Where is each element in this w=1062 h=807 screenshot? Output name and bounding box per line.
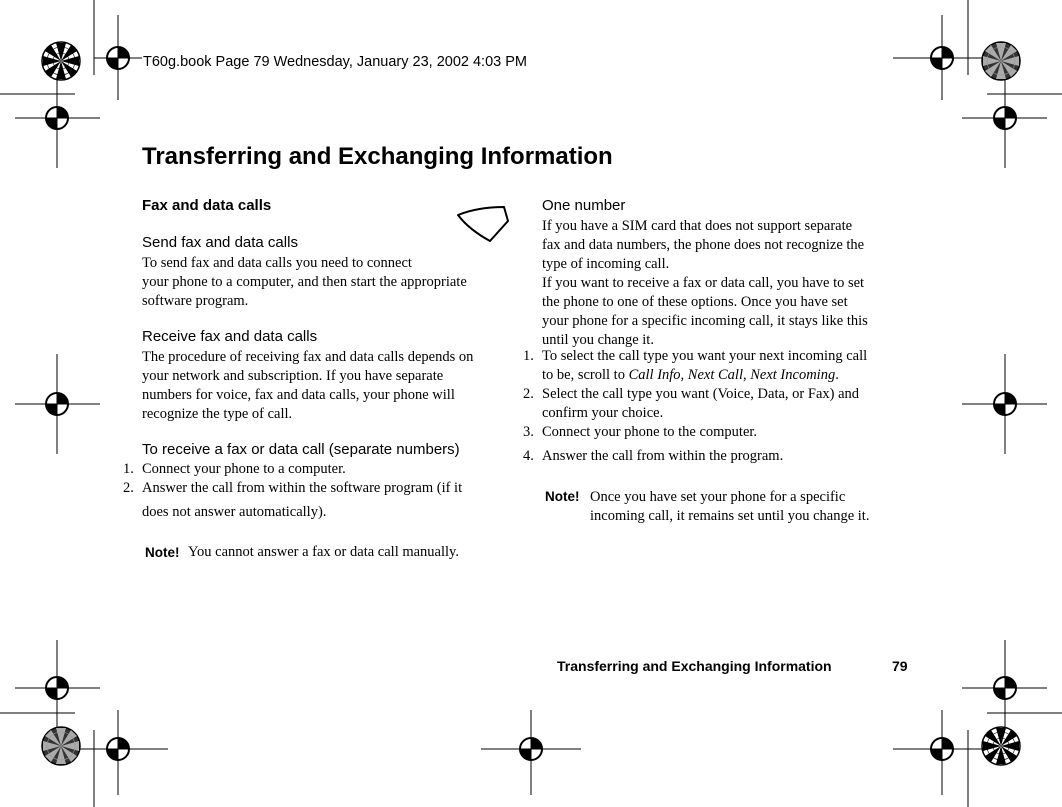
menu-option-next-incoming: Next Incoming <box>750 367 836 383</box>
receive-heading: Receive fax and data calls <box>142 328 318 345</box>
left-note-text: You cannot answer a fax or data call manually. <box>188 544 459 560</box>
right-step-1-text <box>542 347 867 385</box>
para1-line-1: If you have a SIM card that does not support separate <box>542 218 853 234</box>
receive-text <box>142 348 473 424</box>
right-step-4-text <box>542 447 783 466</box>
para1-line-2: fax and data numbers, the phone does not recognize the <box>542 237 865 253</box>
right-step-1-separator: , <box>742 367 751 383</box>
para2-line-2: the phone to one of these options. Once you have set <box>542 294 848 310</box>
left-step-2-line-1: Answer the call from within the software program (if it <box>142 480 463 496</box>
phone-data-icon <box>455 205 511 245</box>
receive-line-4: recognize the type of call. <box>142 406 293 422</box>
right-note-text <box>590 488 869 526</box>
right-step-3-text <box>542 423 757 442</box>
right-step-2-text <box>542 385 859 423</box>
send-line-3: software program. <box>142 293 249 309</box>
page-title: Transferring and Exchanging Information <box>142 143 613 170</box>
left-step-1-text <box>142 460 346 479</box>
para1-line-3: type of incoming call. <box>542 256 670 272</box>
para2-line-4: until you change it. <box>542 332 654 348</box>
right-step-4-line-1: Answer the call from within the program. <box>542 448 784 464</box>
para2-line-3: your phone for a specific incoming call, it stays like this <box>542 313 868 329</box>
left-step-2-text <box>142 479 462 498</box>
right-step-2-line-1: Select the call type you want (Voice, Data, or Fax) and <box>542 386 860 402</box>
right-step-3-number: 3. <box>523 424 534 440</box>
send-line-1: To send fax and data calls you need to connect <box>142 255 412 271</box>
send-line-2: your phone to a computer, and then start the appropriate <box>142 274 467 290</box>
left-note-label: Note! <box>145 545 180 560</box>
right-step-1-line-2 <box>542 366 867 385</box>
one-number-heading: One number <box>542 197 626 214</box>
footer-title: Transferring and Exchanging Information <box>557 658 832 674</box>
left-step-1-number: 1. <box>123 461 134 477</box>
section-title-fax-data: Fax and data calls <box>142 197 272 214</box>
right-step-1-prefix: to be, scroll to <box>542 367 629 383</box>
left-step-2-number: 2. <box>123 480 134 496</box>
right-note-line-1: Once you have set your phone for a specific <box>590 489 846 505</box>
right-step-4-number: 4. <box>523 448 534 464</box>
receive-line-1: The procedure of receiving fax and data calls depends on <box>142 349 474 365</box>
para2-line-1: If you want to receive a fax or data call, you have to set <box>542 275 865 291</box>
right-note-label: Note! <box>545 489 580 504</box>
receive-line-2: your network and subscription. If you have separate <box>142 368 444 384</box>
send-text <box>142 254 467 311</box>
left-step-1-line-1: Connect your phone to a computer. <box>142 461 346 477</box>
page-number: 79 <box>892 658 908 674</box>
right-step-1-number: 1. <box>523 348 534 364</box>
send-heading: Send fax and data calls <box>142 234 298 251</box>
book-header-line: T60g.book Page 79 Wednesday, January 23, 2002 4:03 PM <box>143 54 527 70</box>
right-step-2-line-2: confirm your choice. <box>542 405 664 421</box>
right-step-2-number: 2. <box>523 386 534 402</box>
menu-path-call-info-next-call: Call Info, Next Call <box>628 367 743 383</box>
right-step-3-line-1: Connect your phone to the computer. <box>542 424 758 440</box>
receive-line-3: numbers for voice, fax and data calls, your phone will <box>142 387 455 403</box>
right-step-1-line-1: To select the call type you want your next incoming call <box>542 348 868 364</box>
left-step-2-text-cont <box>142 503 326 522</box>
right-step-1-end: . <box>835 367 839 383</box>
separate-numbers-heading: To receive a fax or data call (separate numbers) <box>142 441 460 458</box>
one-number-para-1 <box>542 217 868 350</box>
left-step-2-line-2: does not answer automatically). <box>142 504 327 520</box>
right-note-line-2: incoming call, it remains set until you change it. <box>590 508 870 524</box>
